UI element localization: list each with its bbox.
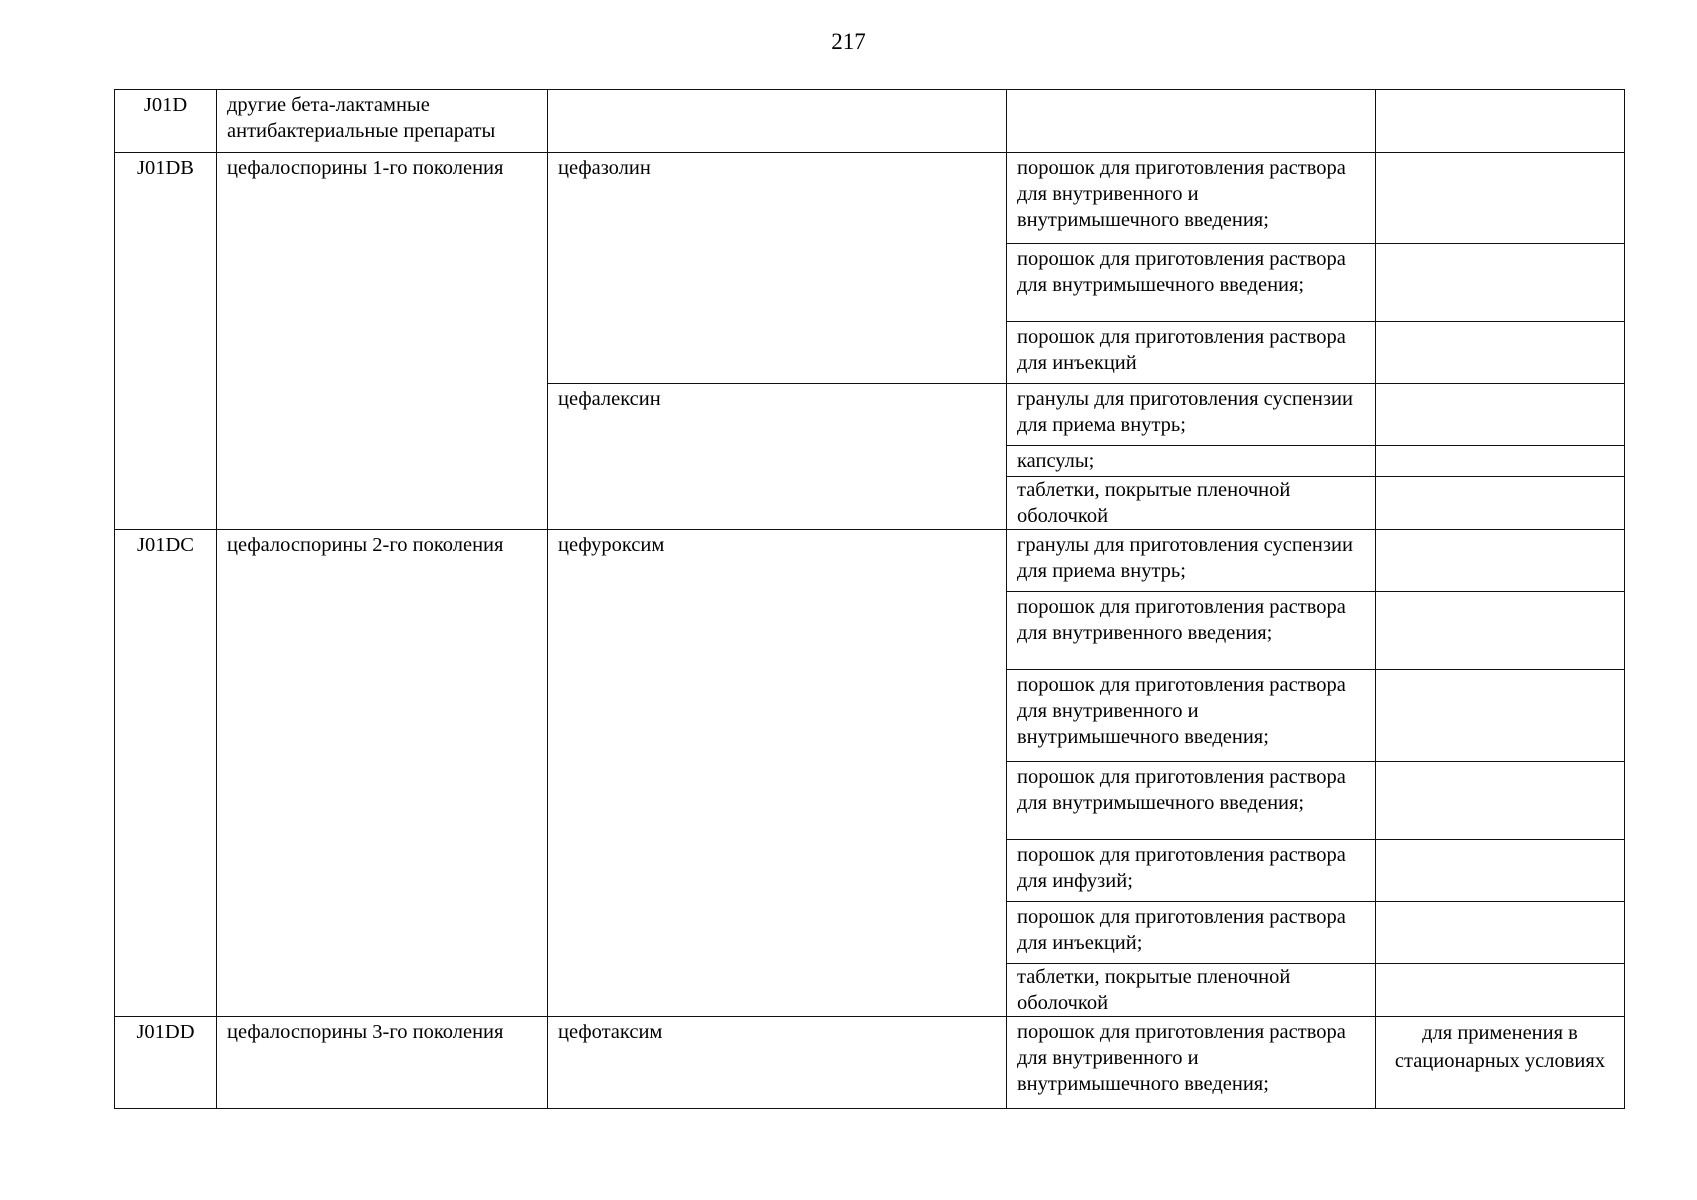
dosage-form-cell: таблетки, покрытые пленочной оболочкой (1007, 964, 1376, 1017)
table-row (115, 153, 1625, 244)
substance-cell: цефуроксим (548, 530, 1007, 1017)
table-row (115, 90, 1625, 153)
atc-code-cell: J01DC (115, 530, 217, 1017)
condition-cell (1376, 902, 1625, 964)
condition-cell (1376, 592, 1625, 670)
group-cell: другие бета-лактамные антибактериальные препараты (217, 90, 548, 153)
condition-cell (1376, 90, 1625, 153)
dosage-form-cell: порошок для приготовления раствора для внутривенного и внутримышечного введения; (1007, 153, 1376, 244)
dosage-form-cell: порошок для приготовления раствора для инъекций (1007, 322, 1376, 384)
dosage-form-cell: капсулы; (1007, 446, 1376, 477)
condition-cell (1376, 762, 1625, 840)
atc-code-cell: J01DD (115, 1017, 217, 1109)
drug-table (114, 89, 1625, 1109)
dosage-form-cell: таблетки, покрытые пленочной оболочкой (1007, 477, 1376, 530)
table-row (115, 530, 1625, 592)
substance-cell: цефалексин (548, 384, 1007, 530)
condition-cell (1376, 530, 1625, 592)
dosage-form-cell: порошок для приготовления раствора для инфузий; (1007, 840, 1376, 902)
condition-cell (1376, 446, 1625, 477)
dosage-form-cell: порошок для приготовления раствора для внутримышечного введения; (1007, 244, 1376, 322)
dosage-form-cell: порошок для приготовления раствора для внутривенного введения; (1007, 592, 1376, 670)
condition-cell (1376, 384, 1625, 446)
atc-code-cell: J01DB (115, 153, 217, 530)
atc-code-cell: J01D (115, 90, 217, 153)
condition-cell (1376, 964, 1625, 1017)
group-cell: цефалоспорины 3-го поколения (217, 1017, 548, 1109)
dosage-form-cell: порошок для приготовления раствора для внутривенного и внутримышечного введения; (1007, 670, 1376, 762)
dosage-form-cell: порошок для приготовления раствора для внутривенного и внутримышечного введения; (1007, 1017, 1376, 1109)
page-number: 217 (831, 29, 866, 54)
condition-cell (1376, 670, 1625, 762)
dosage-form-cell: гранулы для приготовления суспензии для приема внутрь; (1007, 530, 1376, 592)
dosage-form-cell: порошок для приготовления раствора для инъекций; (1007, 902, 1376, 964)
substance-cell: цефазолин (548, 153, 1007, 384)
table-row (115, 1017, 1625, 1109)
condition-cell (1376, 477, 1625, 530)
dosage-form-cell (1007, 90, 1376, 153)
condition-cell (1376, 322, 1625, 384)
dosage-form-cell: гранулы для приготовления суспензии для приема внутрь; (1007, 384, 1376, 446)
substance-cell (548, 90, 1007, 153)
condition-cell (1376, 840, 1625, 902)
group-cell: цефалоспорины 1-го поколения (217, 153, 548, 530)
substance-cell: цефотаксим (548, 1017, 1007, 1109)
group-cell: цефалоспорины 2-го поколения (217, 530, 548, 1017)
condition-cell (1376, 244, 1625, 322)
dosage-form-cell: порошок для приготовления раствора для внутримышечного введения; (1007, 762, 1376, 840)
condition-cell: для применения в стационарных условиях (1376, 1017, 1625, 1109)
condition-cell (1376, 153, 1625, 244)
